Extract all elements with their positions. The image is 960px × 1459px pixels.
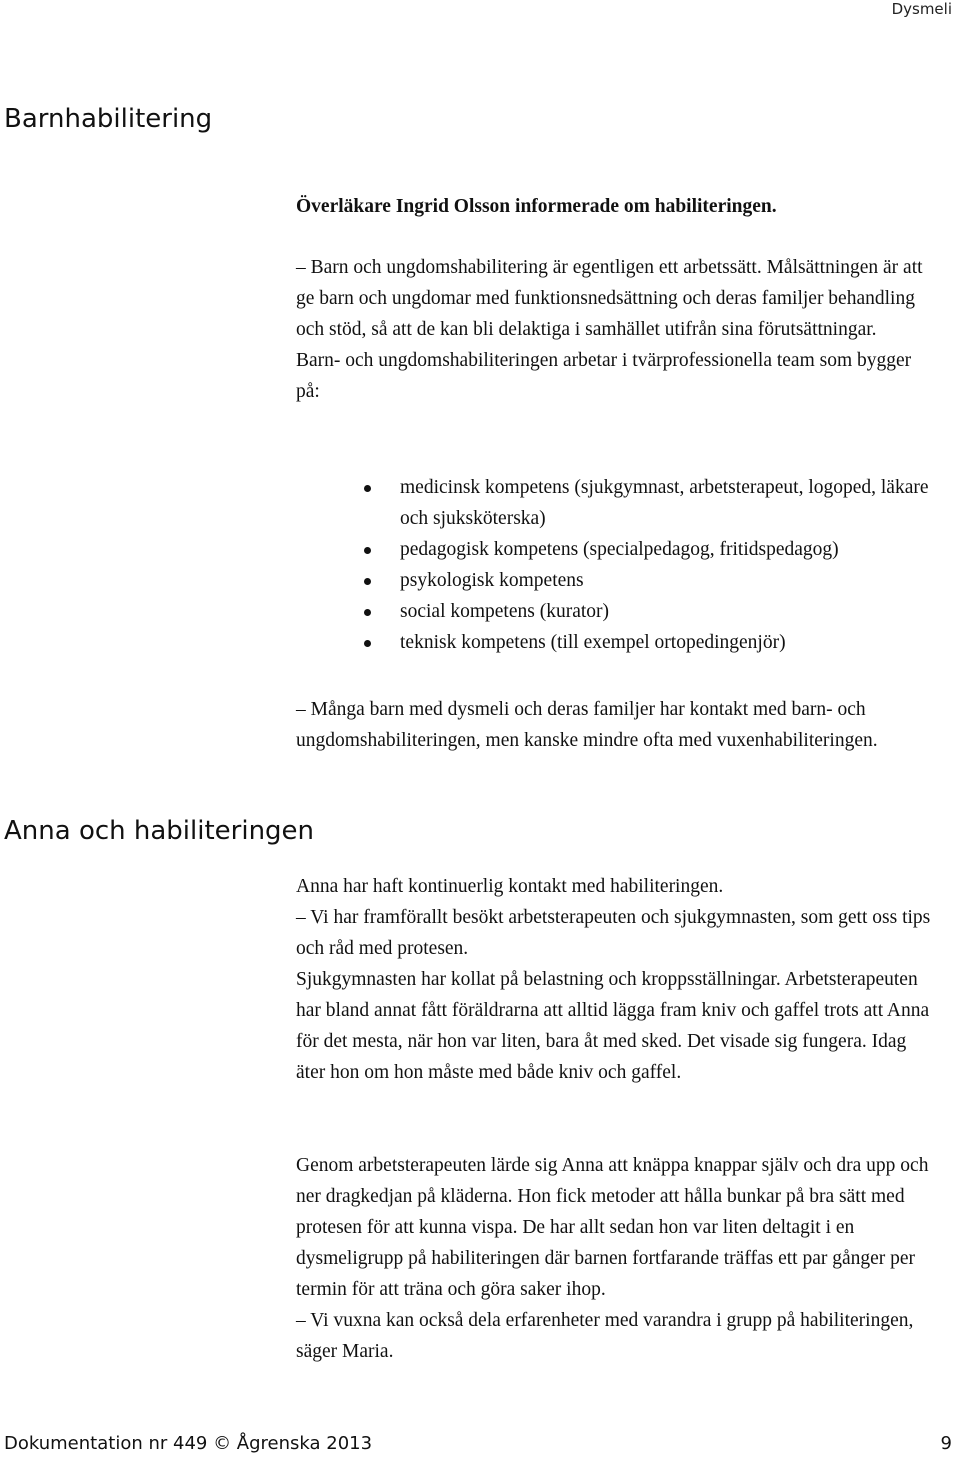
- bullet-icon: [364, 485, 371, 492]
- list-item-text: pedagogisk kompetens (specialpedagog, fritidspedagog): [400, 539, 839, 560]
- list-item-text: psykologisk kompetens: [400, 570, 584, 591]
- intro-paragraph-2: Barn- och ungdomshabiliteringen arbetar i tvärprofessionella team som bygger på:: [296, 350, 912, 402]
- page-footer: [4, 1433, 952, 1454]
- anna-paragraph-2: – Vi har framförallt besökt arbetsterapeuten och sjukgymnasten, som gett oss tips och råd med protesen.: [296, 907, 931, 959]
- lead-paragraph: Överläkare Ingrid Olsson informerade om habiliteringen.: [296, 196, 777, 217]
- anna-paragraph-1: Anna har haft kontinuerlig kontakt med habiliteringen.: [296, 876, 724, 897]
- anna-paragraph-4: Genom arbetsterapeuten lärde sig Anna att knäppa knappar själv och dra upp och ner dragkedjan på kläderna. Hon fick metoder att hålla bunkar på bra sätt med protesen för att kunna vispa. De har allt sedan hon var liten deltagit i en dysmeligrupp på habiliteringen där barnen fortfarande träffas ett par gånger per termin för att träna och göra saker ihop.: [296, 1155, 929, 1300]
- genom-block: [296, 1150, 936, 1367]
- list-item: [296, 534, 936, 565]
- list-item: [296, 596, 936, 627]
- list-item: [296, 472, 936, 534]
- anna-block: [296, 871, 936, 1088]
- lead-paragraph-block: [296, 191, 936, 222]
- bullet-icon: [364, 609, 371, 616]
- list-item-text: social kompetens (kurator): [400, 601, 610, 622]
- intro-paragraph-1: – Barn och ungdomshabilitering är egentligen ett arbetssätt. Målsättningen är att ge barn och ungdomar med funktionsnedsättning och deras familjer behandling och stöd, så att de kan bli delaktiga i samhället utifrån sina förutsättningar.: [296, 257, 923, 340]
- list-item: [296, 565, 936, 596]
- list-item: [296, 627, 936, 658]
- section-heading-barnhabilitering: Barnhabilitering: [4, 104, 213, 134]
- list-item-text: medicinsk kompetens (sjukgymnast, arbetsterapeut, logoped, läkare och sjuksköterska): [400, 477, 929, 529]
- bullet-icon: [364, 578, 371, 585]
- page-number: 9: [940, 1433, 952, 1454]
- bullet-icon: [364, 640, 371, 647]
- bullet-icon: [364, 547, 371, 554]
- running-header: Dysmeli: [891, 0, 952, 18]
- section-heading-anna: Anna och habiliteringen: [4, 816, 315, 846]
- competence-list: [296, 472, 936, 658]
- competence-list-block: [296, 472, 936, 658]
- anna-paragraph-5: – Vi vuxna kan också dela erfarenheter med varandra i grupp på habiliteringen, säger Maria.: [296, 1310, 914, 1362]
- closing-block: [296, 694, 936, 756]
- intro-block: [296, 252, 936, 407]
- footer-publication: Dokumentation nr 449 © Ågrenska 2013: [4, 1433, 373, 1454]
- anna-paragraph-3: Sjukgymnasten har kollat på belastning och kroppsställningar. Arbetsterapeuten har bland annat fått föräldrarna att alltid lägga fram kniv och gaffel trots att Anna för det mesta, när hon var liten, bara åt med sked. Det visade sig fungera. Idag äter hon om hon måste med både kniv och gaffel.: [296, 969, 930, 1083]
- list-item-text: teknisk kompetens (till exempel ortopedingenjör): [400, 632, 786, 653]
- closing-paragraph: – Många barn med dysmeli och deras familjer har kontakt med barn- och ungdomshabiliteringen, men kanske mindre ofta med vuxenhabiliteringen.: [296, 699, 878, 751]
